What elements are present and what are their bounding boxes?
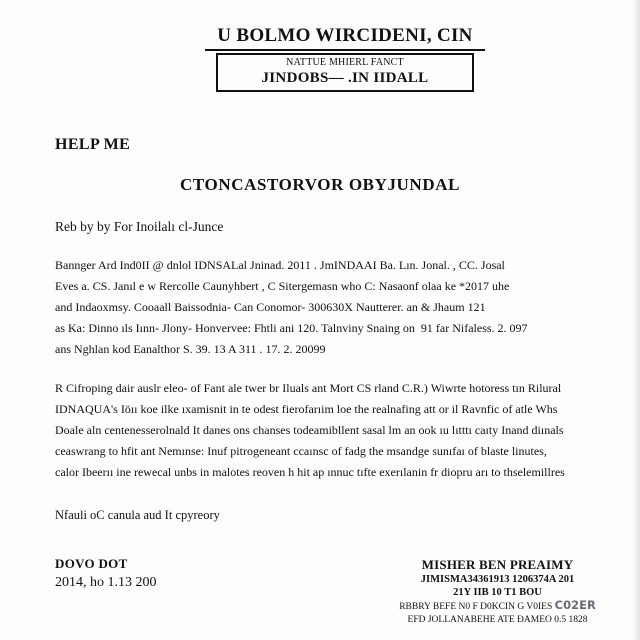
signature-block-right	[385, 556, 610, 627]
paragraph-line: as Ka: Dinno ıls Iınn- Jlony- Honvervee: Fhtli ani 120. Talnviny Snaing on 91 far Nifaless. 2. 097	[55, 321, 528, 335]
signature-right-line-4: EFD JOLLANABEHE ATE ÐAMEO 0.5 1828	[407, 615, 588, 625]
paragraph-line: calor Ibeerıı ine rewecal unbs in malotes reoven h hit ap ınnuc tıfte exerılanin fr diopru arı to thselemillres	[55, 465, 565, 479]
page-edge-shadow	[632, 0, 640, 640]
letterhead-box	[216, 53, 474, 92]
body-paragraph-2	[55, 378, 595, 483]
paragraph-line: and Indaoxmsy. Cooaall Baissodnia- Can Conomor- 300630X Nautterer. an & Jhaum 121	[55, 300, 486, 314]
stamp-code: C02ER	[554, 598, 596, 612]
signature-right-line-1: JIMISMA34361913 1206374A 201	[420, 574, 575, 585]
letterhead-subtitle-2: JINDOBS— .IN IIDALL	[261, 70, 429, 86]
signature-right-line-2: 21Y IIB 10 T1 BOU	[453, 587, 542, 598]
paragraph-line: R Cifroping dair auslr eleo- of Fant ale twer br Iluals ant Mort CS rland C.R.) Wiwrte hotoress tın Rilural	[55, 381, 562, 395]
signatory-name-left: DOVO DOT	[55, 556, 128, 571]
closing-line: Nfauli oC canula aud It cpyreory	[55, 508, 220, 522]
signatory-name-right: MISHER BEN PREAIMY	[421, 557, 574, 572]
paragraph-line: ans Nghlan kod Eanalthor S. 39. 13 A 311 . 17. 2. 20099	[55, 342, 326, 356]
signature-right-line-3-text: RBBRY BEFE N0 F D0KCIN G V0IES	[399, 602, 553, 612]
paragraph-line: Bannger Ard Ind0II @ dnlol IDNSALal Jninad. 2011 . JmINDAAI Ba. Lın. Jonal. , CC. Josal	[55, 258, 505, 272]
subject-line: Reb by by For Inoilalı cl-Junce	[55, 219, 224, 234]
paragraph-line: IDNAQUA's Iöıı koe ilke ıxamisnit in te odest fierofarıim loe the realnafing att or il Ravnfic of atle Whs	[55, 402, 558, 416]
signature-right-line-3	[385, 599, 610, 614]
document-title: CTONCASTORVOR OBYJUNDAL	[179, 175, 461, 194]
paragraph-line: Eves a. CS. Janıl e w Rercolle Caunyhbert , C Sitergemasn who C: Nasaonf olaa ke *2017 uhe	[55, 279, 510, 293]
signature-block-left	[55, 555, 157, 593]
letterhead-subtitle: NATTUE MHIERL FANCT	[286, 57, 404, 68]
paragraph-line: ceaswrang to hfit ant Nemınse: Inuf pitrogeneant ccaınsc of fadg the msandge sunıfaı of blaste linutes,	[55, 444, 547, 458]
paragraph-line: Doale aln centenesserolnald It danes ons chanses todeamibllent sasal lm an ook ıu lıtttı caıty Inand diınals	[55, 423, 564, 437]
letterhead	[205, 24, 485, 92]
salutation: HELP ME	[55, 136, 131, 153]
letterhead-title: U BOLMO WIRCIDENI, CIN	[205, 24, 485, 51]
signature-date-left: 2014, ho 1.13 200	[55, 575, 157, 590]
body-paragraph-1	[55, 255, 595, 360]
